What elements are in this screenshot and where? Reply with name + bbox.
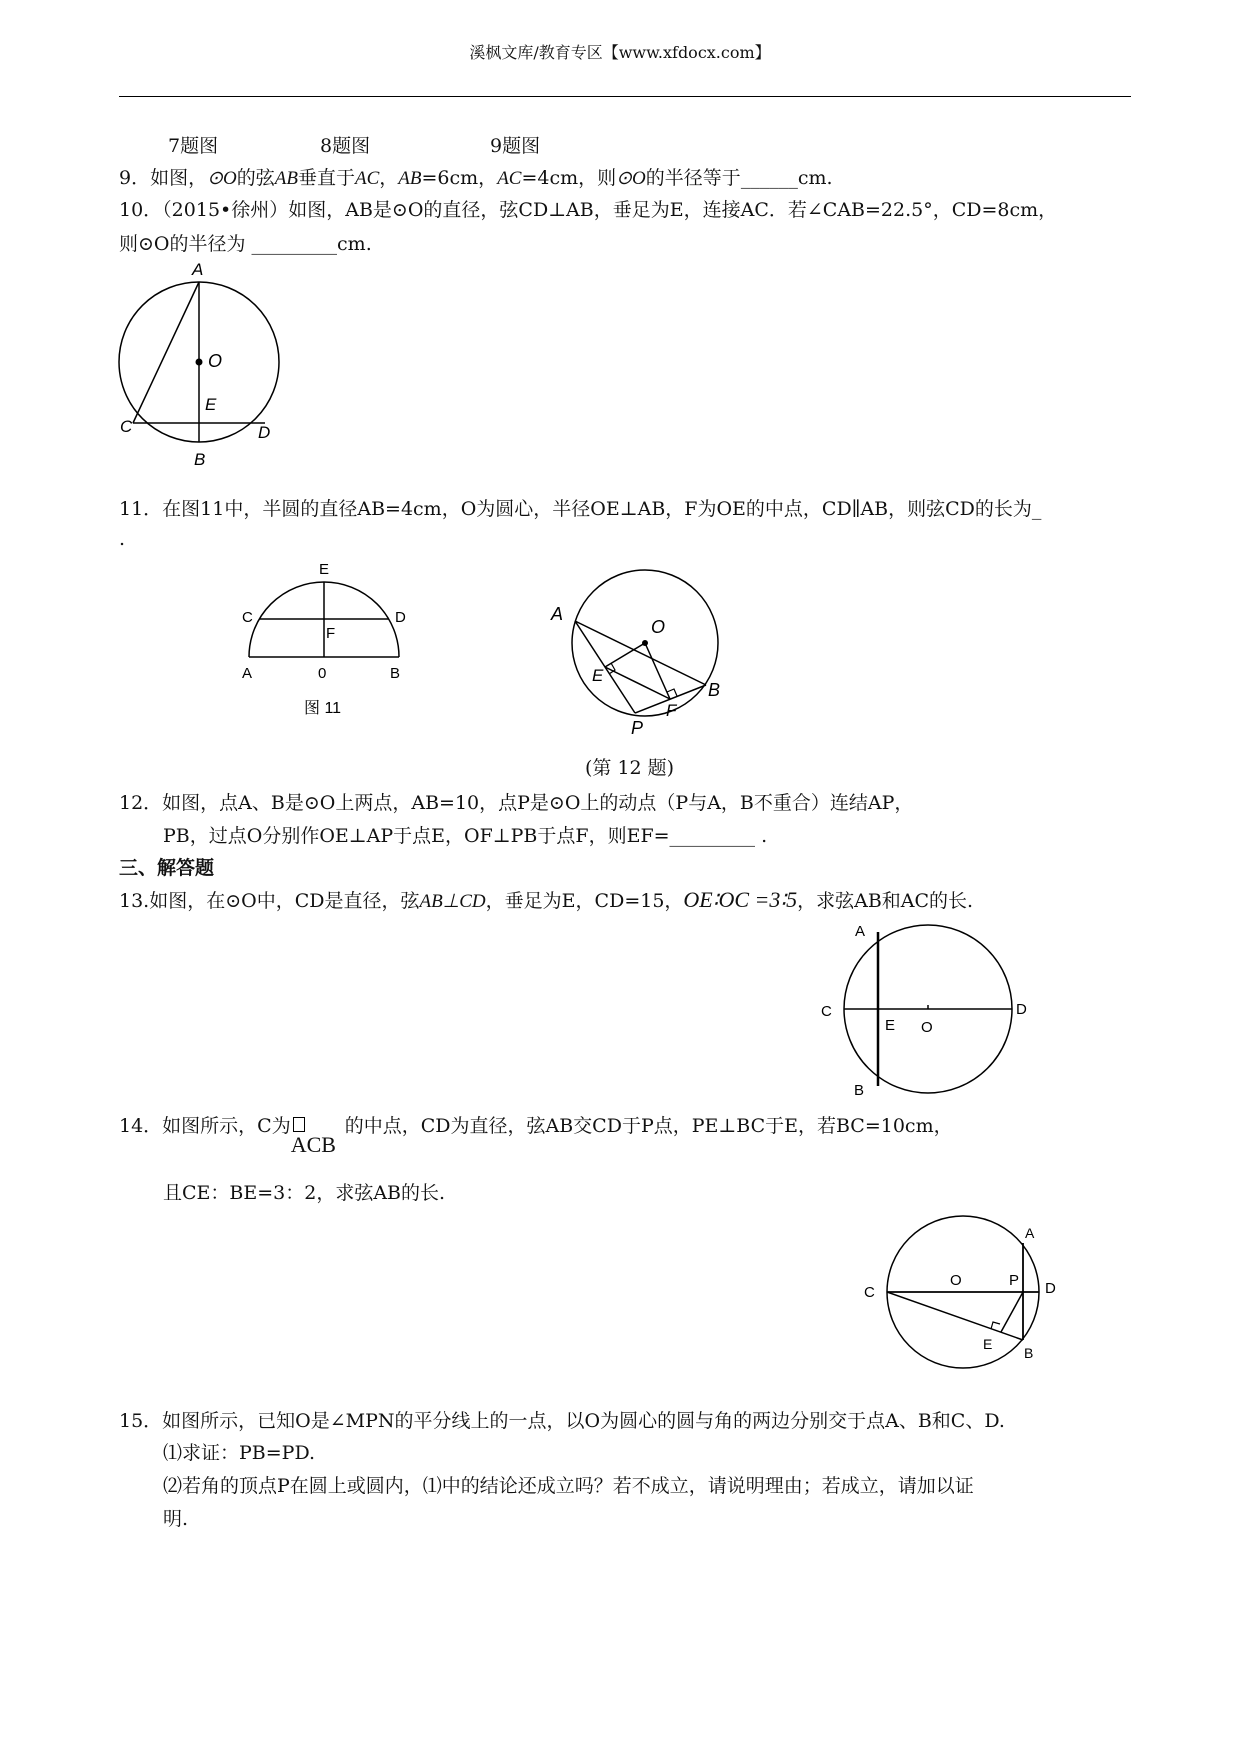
fig13-label-b: B bbox=[854, 1082, 865, 1098]
q14-arc-label: ACB bbox=[290, 1132, 336, 1157]
fig10-label-o: O bbox=[208, 351, 223, 371]
question-10-line2: 则⊙O的半径为 _________cm. bbox=[119, 233, 372, 255]
fig14-label-e: E bbox=[983, 1336, 993, 1352]
figure-q14 bbox=[860, 1213, 1070, 1373]
caption-q7: 7题图 bbox=[168, 135, 219, 157]
fig14-label-d: D bbox=[1045, 1280, 1056, 1297]
fig12-label-p: P bbox=[631, 718, 644, 738]
q9-circle-o: ⊙O bbox=[616, 168, 646, 189]
caption-q9: 9题图 bbox=[490, 135, 541, 157]
fig13-label-d: D bbox=[1016, 1001, 1027, 1018]
fig11-label-d: D bbox=[395, 609, 406, 626]
q14-text: 的中点，CD为直径，弦AB交CD于P点，PE⊥BC于E，若BC=10cm， bbox=[344, 1115, 953, 1137]
figure-q10 bbox=[110, 258, 290, 473]
fig10-chord-ac bbox=[133, 282, 199, 423]
q9-circle-o: ⊙O bbox=[207, 168, 237, 189]
q9-text: 垂直于 bbox=[297, 167, 355, 189]
page-header: 溪枫文库/教育专区【www.xfdocx.com】 bbox=[469, 43, 771, 62]
q14-text: 14．如图所示，C为 bbox=[119, 1115, 291, 1137]
fig11-caption: 图 11 bbox=[304, 700, 342, 717]
question-14-line2: 且CE：BE=3：2，求弦AB的长. bbox=[163, 1182, 446, 1204]
figure-q11 bbox=[232, 556, 422, 726]
question-15-line1: 15．如图所示，已知O是∠MPN的平分线上的一点，以O为圆心的圆与角的两边分别交于点A、B和C、D. bbox=[119, 1410, 1005, 1432]
caption-q8: 8题图 bbox=[320, 135, 371, 157]
fig12-label-f: F bbox=[666, 701, 677, 720]
q13-ab-perp-cd: AB⊥CD bbox=[419, 891, 486, 912]
fig11-label-e: E bbox=[319, 561, 330, 578]
fig14-label-o: O bbox=[950, 1272, 962, 1289]
figure-q12 bbox=[545, 560, 740, 742]
fig13-label-o: O bbox=[921, 1019, 933, 1036]
question-12-line1: 12．如图，点A、B是⊙O上两点，AB=10，点P是⊙O上的动点（P与A，B不重合）连结AP， bbox=[119, 792, 914, 814]
q9-text: =6cm， bbox=[421, 167, 498, 189]
fig12-segment-of bbox=[645, 643, 670, 699]
fig14-right-angle-e bbox=[991, 1322, 1000, 1329]
question-11-line2: . bbox=[119, 528, 126, 550]
question-9 bbox=[119, 163, 833, 194]
fig10-label-e: E bbox=[205, 395, 217, 414]
q9-number: 9．如图， bbox=[119, 167, 208, 189]
fig12-center-dot bbox=[642, 640, 648, 646]
q13-text: ，垂足为E，CD=15， bbox=[485, 890, 684, 912]
question-15-line2: ⑴求证：PB=PD. bbox=[163, 1442, 316, 1464]
fig14-chord-bc bbox=[887, 1292, 1023, 1340]
fig12-label-o: O bbox=[651, 617, 666, 637]
fig13-label-e: E bbox=[885, 1017, 896, 1034]
fig11-label-c: C bbox=[242, 609, 253, 626]
fig10-label-a: A bbox=[192, 260, 204, 279]
q9-ac: AC bbox=[497, 168, 522, 189]
fig10-center-dot bbox=[196, 359, 203, 366]
fig11-label-b: B bbox=[390, 665, 401, 682]
q9-text: ， bbox=[379, 167, 399, 189]
question-13 bbox=[119, 885, 973, 917]
q9-ab: AB bbox=[398, 168, 422, 189]
fig12-label-a: A bbox=[551, 604, 564, 624]
question-15-line4: 明. bbox=[163, 1508, 189, 1530]
q9-text: 的弦 bbox=[236, 167, 275, 189]
fig14-label-b: B bbox=[1024, 1345, 1034, 1361]
question-12-line2: PB，过点O分别作OE⊥AP于点E，OF⊥PB于点F，则EF=_________ . bbox=[163, 825, 768, 847]
fig10-label-b: B bbox=[194, 450, 206, 469]
q9-ac: AC bbox=[355, 168, 380, 189]
fig13-label-a: A bbox=[855, 923, 866, 940]
q14-arc-acb bbox=[290, 1111, 345, 1157]
fig11-label-o: 0 bbox=[318, 665, 327, 682]
fig10-label-c: C bbox=[120, 417, 133, 436]
fig12-label-e: E bbox=[592, 666, 604, 685]
q9-text: =4cm，则 bbox=[521, 167, 617, 189]
question-14-line1 bbox=[119, 1111, 953, 1157]
fig12-label-b: B bbox=[708, 680, 721, 700]
q9-text: cm. bbox=[797, 167, 833, 189]
q9-answer-blank: ______ bbox=[740, 167, 798, 189]
fig10-label-d: D bbox=[258, 423, 271, 442]
fig11-label-f: F bbox=[326, 625, 336, 642]
q9-ab: AB bbox=[274, 168, 298, 189]
q9-text: 的半径等于 bbox=[645, 167, 741, 189]
fig11-label-a: A bbox=[242, 665, 253, 682]
q13-text: 13.如图，在⊙O中，CD是直径，弦 bbox=[119, 890, 420, 912]
question-15-line3: ⑵若角的顶点P在圆上或圆内，⑴中的结论还成立吗？若不成立，请说明理由；若成立，请加以证 bbox=[163, 1475, 974, 1497]
fig14-label-p: P bbox=[1009, 1272, 1020, 1289]
fig14-label-c: C bbox=[864, 1284, 875, 1301]
question-11-line1: 11．在图11中，半圆的直径AB=4cm，O为圆心，半径OE⊥AB，F为OE的中点，CD∥AB，则弦CD的长为_ bbox=[119, 498, 1042, 520]
header-divider bbox=[119, 96, 1131, 97]
q13-text: ，求弦AB和AC的长. bbox=[797, 890, 974, 912]
q13-ratio-formula: OE∶OC =3∶5 bbox=[683, 887, 798, 912]
section-title: 三、解答题 bbox=[119, 857, 215, 879]
figure-q13 bbox=[808, 918, 1048, 1098]
question-10-line1: 10．（2015•徐州）如图，AB是⊙O的直径，弦CD⊥AB，垂足为E，连接AC．若∠CAB=22.5°，CD=8cm， bbox=[119, 199, 1058, 221]
fig12-caption: (第 12 题) bbox=[585, 757, 675, 779]
fig14-segment-pe bbox=[1001, 1292, 1023, 1332]
fig14-label-a: A bbox=[1025, 1225, 1035, 1241]
fig13-label-c: C bbox=[821, 1003, 832, 1020]
